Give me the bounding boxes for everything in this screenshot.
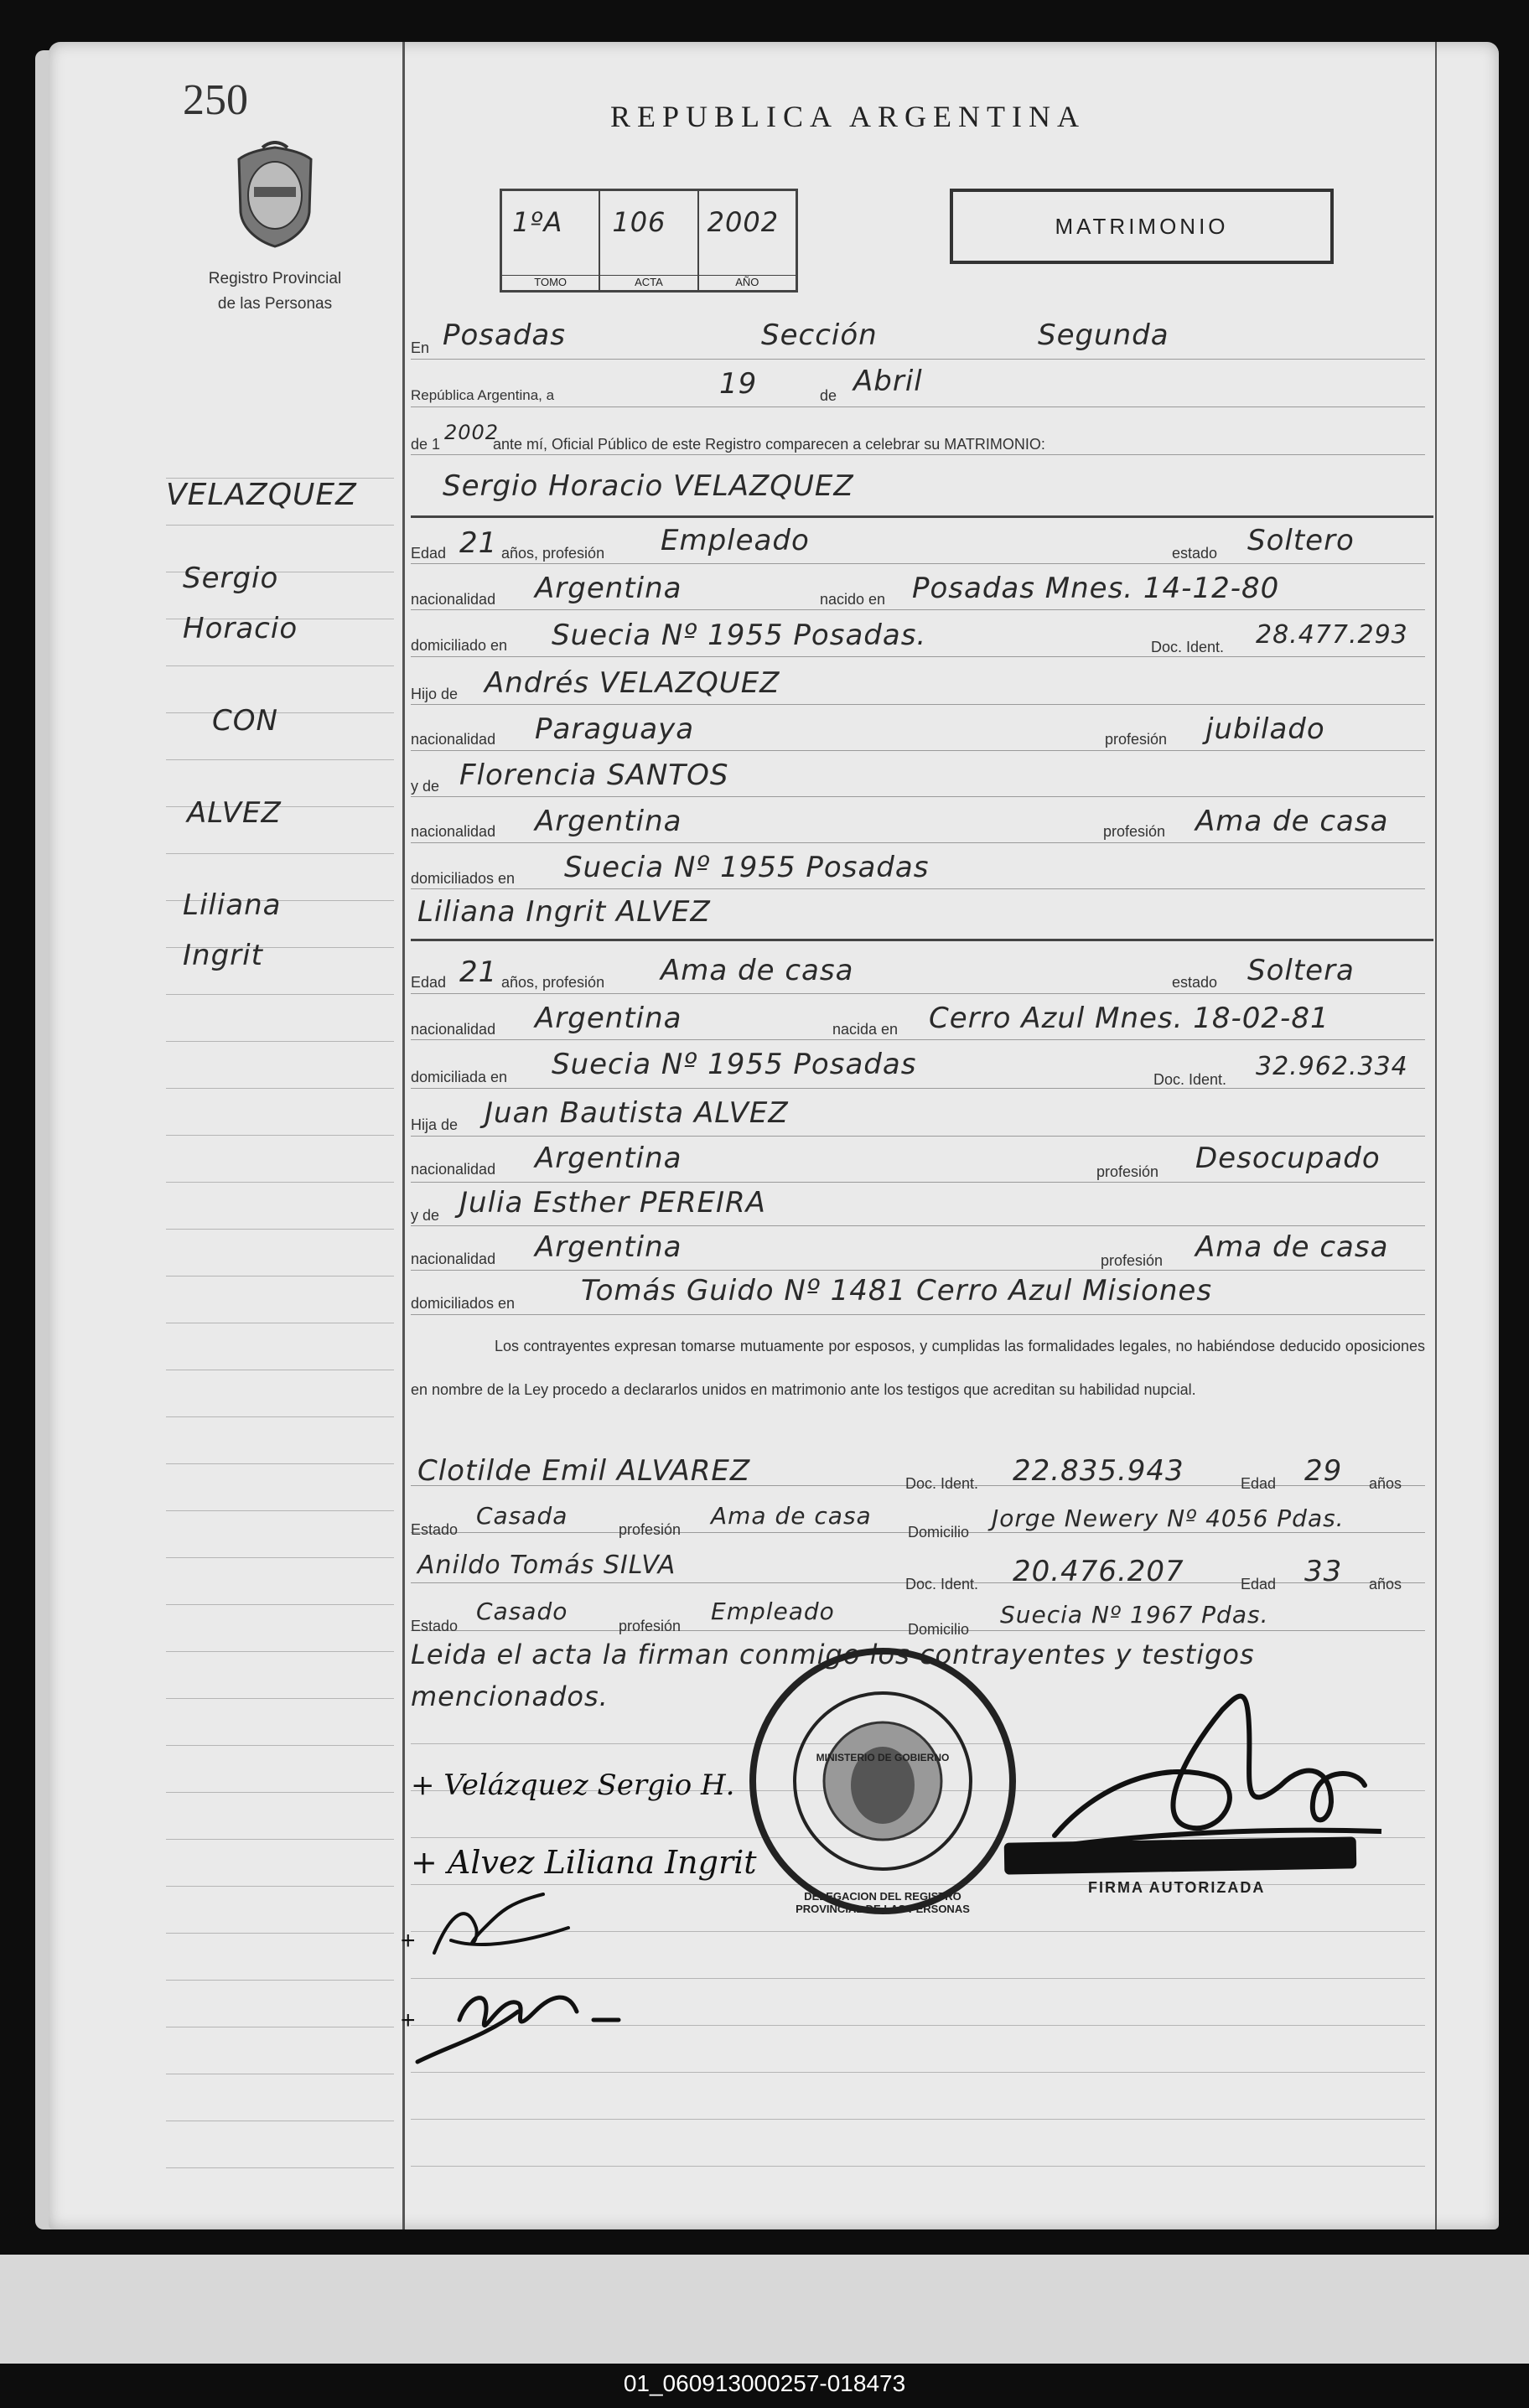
bride-estado-label: estado <box>1172 974 1218 991</box>
bride-madre-prof-label: profesión <box>1101 1252 1164 1269</box>
margin-name1b: Horacio <box>183 612 298 645</box>
groom-edad-label: Edad <box>411 545 447 562</box>
registry-seal-icon <box>229 141 321 250</box>
intro-seccion: Sección <box>761 318 878 352</box>
groom-madre-nac-label: nacionalidad <box>411 823 496 840</box>
official-stamp-icon <box>744 1643 1021 1919</box>
svg-text:+: + <box>401 2007 416 2034</box>
en-label: En <box>411 339 430 356</box>
margin-surname2: ALVEZ <box>187 796 282 830</box>
ruled-line <box>166 759 394 760</box>
ruled-line <box>166 1041 394 1042</box>
fill-line <box>411 704 1425 705</box>
intro-suffix: ante mí, Oficial Público de este Registro comparecen a celebrar su MATRIMONIO: <box>493 436 1045 453</box>
bride-madre: Julia Esther PEREIRA <box>459 1186 766 1220</box>
ruled-line <box>411 2119 1425 2120</box>
bride-padre: Juan Bautista ALVEZ <box>485 1096 789 1130</box>
bride-profesion-label: años, profesión <box>501 974 605 991</box>
tomo-cell <box>502 191 600 290</box>
ano-cell <box>699 191 796 290</box>
groom-madre-prof-label: profesión <box>1103 823 1166 840</box>
ruled-line <box>166 665 394 666</box>
fill-line <box>411 656 1425 657</box>
fill-line <box>411 1039 1425 1040</box>
ruled-line <box>166 1135 394 1136</box>
redacted-official-name <box>1004 1836 1357 1874</box>
margin-surname1: VELAZQUEZ <box>166 478 357 512</box>
witness1-estado: Casada <box>476 1502 568 1530</box>
bride-padres-dom-label: domiciliados en <box>411 1295 516 1312</box>
fill-line <box>411 1314 1425 1315</box>
bride-dom: Suecia Nº 1955 Posadas <box>552 1048 917 1081</box>
svg-text:+: + <box>401 1927 416 1955</box>
groom-dom: Suecia Nº 1955 Posadas. <box>552 619 927 652</box>
groom-estado-label: estado <box>1172 545 1218 562</box>
ruled-line <box>166 1182 394 1183</box>
bride-estado: Soltera <box>1247 954 1355 987</box>
witness2-anos-label: años <box>1369 1576 1402 1592</box>
witness1-estado-label: Estado <box>411 1521 459 1538</box>
bride-full-name: Liliana Ingrit ALVEZ <box>417 895 711 929</box>
right-border <box>1435 42 1437 2229</box>
groom-hijo-label: Hijo de <box>411 686 459 702</box>
bride-nac-label: nacionalidad <box>411 1021 496 1038</box>
ruled-line <box>166 1557 394 1558</box>
fill-line <box>411 1182 1425 1183</box>
declaration-text: Los contrayentes expresan tomarse mutuamente por esposos, y cumplidas las formalidades legales, no habiéndose deducido oposiciones en nombre de la Ley procedo a declararlos unidos en matrimonio ante los testigos que acreditan su habilidad nupcial. <box>411 1338 1425 1398</box>
witness2-dom-label: Domicilio <box>908 1621 970 1638</box>
bride-separator <box>411 939 1433 941</box>
bride-padres-dom: Tomás Guido Nº 1481 Cerro Azul Misiones <box>581 1274 1213 1308</box>
fill-line <box>411 563 1425 564</box>
ruled-line <box>166 1839 394 1840</box>
groom-doc-label: Doc. Ident. <box>1151 639 1225 655</box>
witness1-dom: Jorge Newery Nº 4056 Pdas. <box>992 1504 1345 1532</box>
margin-name2a: Liliana <box>183 888 282 922</box>
bride-padre-nac: Argentina <box>535 1142 682 1175</box>
witness2-edad-label: Edad <box>1241 1576 1277 1592</box>
scan-bottom-strip <box>0 2255 1529 2364</box>
fill-line <box>411 359 1425 360</box>
ruled-line <box>166 1416 394 1417</box>
groom-nac: Argentina <box>535 572 682 605</box>
witness2-doc-label: Doc. Ident. <box>905 1576 979 1592</box>
groom-madre-nac: Argentina <box>535 805 682 838</box>
firma-autorizada-label: FIRMA AUTORIZADA <box>1088 1879 1266 1896</box>
groom-nacido: Posadas Mnes. 14-12-80 <box>912 572 1280 605</box>
bride-madre-nac-label: nacionalidad <box>411 1251 496 1267</box>
de-label: de <box>820 387 837 404</box>
ruled-line <box>166 712 394 713</box>
ruled-line <box>411 2072 1425 2073</box>
acta-value: 106 <box>612 206 666 238</box>
ruled-line <box>166 525 394 526</box>
witness1-prof-label: profesión <box>619 1521 682 1538</box>
ruled-line <box>166 1651 394 1652</box>
bride-madre-nac: Argentina <box>535 1230 682 1264</box>
ruled-line <box>166 1886 394 1887</box>
groom-dom-label: domiciliado en <box>411 637 508 654</box>
signature-bride: + Alvez Liliana Ingrit <box>411 1844 757 1881</box>
registry-line2: de las Personas <box>217 295 333 313</box>
witness1-edad: 29 <box>1304 1454 1343 1488</box>
ruled-line <box>166 1229 394 1230</box>
bride-edad-label: Edad <box>411 974 447 991</box>
fill-line <box>411 1136 1425 1137</box>
ano-label: AÑO <box>699 275 796 288</box>
register-page <box>49 42 1499 2229</box>
ruled-line <box>166 1510 394 1511</box>
groom-padre-prof: jubilado <box>1205 712 1325 746</box>
ruled-line <box>166 1463 394 1464</box>
witness1-doc-label: Doc. Ident. <box>905 1475 979 1492</box>
intro-year: 2002 <box>444 421 500 444</box>
fill-line <box>411 454 1425 455</box>
witness2-prof: Empleado <box>711 1598 835 1625</box>
country-title: REPUBLICA ARGENTINA <box>610 100 1086 133</box>
ruled-line <box>166 2167 394 2168</box>
margin-name2b: Ingrit <box>183 939 263 972</box>
bride-doc: 32.962.334 <box>1256 1052 1408 1081</box>
page-number: 250 <box>183 76 248 124</box>
intro-month: Abril <box>853 365 923 398</box>
ano-value: 2002 <box>707 206 780 238</box>
groom-estado: Soltero <box>1247 524 1355 557</box>
ruled-line <box>411 2166 1425 2167</box>
ruled-line <box>166 1745 394 1746</box>
fill-line <box>411 993 1425 994</box>
groom-full-name: Sergio Horacio VELAZQUEZ <box>443 469 854 503</box>
groom-separator <box>411 515 1433 518</box>
scan-id: 01_060913000257-018473 <box>623 2370 906 2396</box>
stamp-outer-text: DELEGACION DEL REGISTRO PROVINCIAL DE LAS PERSONAS <box>796 1890 970 1915</box>
ruled-line <box>166 1088 394 1089</box>
bride-padre-nac-label: nacionalidad <box>411 1161 496 1178</box>
year-prefix: de 1 <box>411 436 441 453</box>
ruled-line <box>166 1792 394 1793</box>
groom-padre: Andrés VELAZQUEZ <box>485 666 780 700</box>
witness2-doc: 20.476.207 <box>1013 1555 1184 1588</box>
signature-groom: + Velázquez Sergio H. <box>411 1768 735 1802</box>
groom-profesion-label: años, profesión <box>501 545 605 562</box>
signature-groom-text: Velázquez Sergio H. <box>443 1768 735 1802</box>
bride-hija-label: Hija de <box>411 1116 459 1133</box>
bride-edad: 21 <box>459 955 498 989</box>
ruled-line <box>166 853 394 854</box>
registry-line1: Registro Provincial <box>208 270 342 287</box>
margin-name1a: Sergio <box>183 562 279 595</box>
fill-line <box>411 888 1425 889</box>
registry-name <box>174 267 376 317</box>
record-box <box>500 189 798 293</box>
fill-line <box>411 796 1425 797</box>
fill-line <box>411 750 1425 751</box>
groom-padre-nac: Paraguaya <box>535 712 695 746</box>
bride-padre-prof: Desocupado <box>1195 1142 1381 1175</box>
stamp-inner-text: MINISTERIO DE GOBIERNO <box>816 1752 950 1763</box>
acta-cell <box>600 191 698 290</box>
groom-madre-prof: Ama de casa <box>1195 805 1389 838</box>
bride-nac: Argentina <box>535 1002 682 1035</box>
margin-con: CON <box>212 704 278 738</box>
bride-madre-prof: Ama de casa <box>1195 1230 1389 1264</box>
bride-padre-prof-label: profesión <box>1096 1163 1159 1180</box>
tomo-value: 1ºA <box>512 206 563 238</box>
groom-madre: Florencia SANTOS <box>459 759 729 792</box>
witness1-dom-label: Domicilio <box>908 1524 970 1541</box>
republica-label: República Argentina, a <box>411 387 555 403</box>
groom-nac-label: nacionalidad <box>411 591 496 608</box>
groom-doc: 28.477.293 <box>1256 620 1408 650</box>
tomo-label: TOMO <box>502 275 599 288</box>
ruled-line <box>166 1698 394 1699</box>
witness1-anos-label: años <box>1369 1475 1402 1492</box>
groom-profesion: Empleado <box>661 524 810 557</box>
groom-nacido-label: nacido en <box>820 591 886 608</box>
bride-nacida: Cerro Azul Mnes. 18-02-81 <box>929 1002 1329 1035</box>
witness1-prof: Ama de casa <box>711 1502 872 1530</box>
witness1-name: Clotilde Emil ALVAREZ <box>417 1454 751 1488</box>
witness1-edad-label: Edad <box>1241 1475 1277 1492</box>
bride-yde-label: y de <box>411 1207 440 1224</box>
acta-label: ACTA <box>600 275 697 288</box>
fill-line <box>411 842 1425 843</box>
witness2-prof-label: profesión <box>619 1618 682 1634</box>
bride-profesion: Ama de casa <box>661 954 854 987</box>
closing-line1: Leida el acta la firman conmigo los contrayentes y testigos <box>411 1639 1255 1670</box>
groom-padre-nac-label: nacionalidad <box>411 731 496 748</box>
witness2-edad: 33 <box>1304 1555 1343 1588</box>
closing-line2: mencionados. <box>411 1680 609 1712</box>
intro-city: Posadas <box>443 318 566 352</box>
intro-day: 19 <box>719 367 758 401</box>
witness2-name: Anildo Tomás SILVA <box>417 1551 676 1580</box>
witness2-estado-label: Estado <box>411 1618 459 1634</box>
fill-line <box>411 1270 1425 1271</box>
groom-yde-label: y de <box>411 778 440 795</box>
signature-witness2-mark <box>401 1961 669 2070</box>
witness1-doc: 22.835.943 <box>1013 1454 1184 1488</box>
ruled-line <box>166 1980 394 1981</box>
groom-padres-dom: Suecia Nº 1955 Posadas <box>564 851 930 884</box>
ruled-line <box>166 1604 394 1605</box>
bride-dom-label: domiciliada en <box>411 1069 508 1085</box>
fill-line <box>411 1225 1425 1226</box>
record-type-box: MATRIMONIO <box>950 189 1334 264</box>
groom-edad: 21 <box>459 526 498 560</box>
signature-bride-text: Alvez Liliana Ingrit <box>447 1844 757 1881</box>
groom-padre-prof-label: profesión <box>1105 731 1168 748</box>
ruled-line <box>166 994 394 995</box>
witness2-dom: Suecia Nº 1967 Pdas. <box>1000 1601 1269 1629</box>
bride-nacida-label: nacida en <box>832 1021 899 1038</box>
intro-seccion-value: Segunda <box>1038 318 1169 352</box>
bride-doc-label: Doc. Ident. <box>1153 1071 1227 1088</box>
fill-line <box>411 1088 1425 1089</box>
ruled-line <box>166 1933 394 1934</box>
fill-line <box>411 609 1425 610</box>
witness2-estado: Casado <box>476 1598 568 1625</box>
groom-padres-dom-label: domiciliados en <box>411 870 516 887</box>
